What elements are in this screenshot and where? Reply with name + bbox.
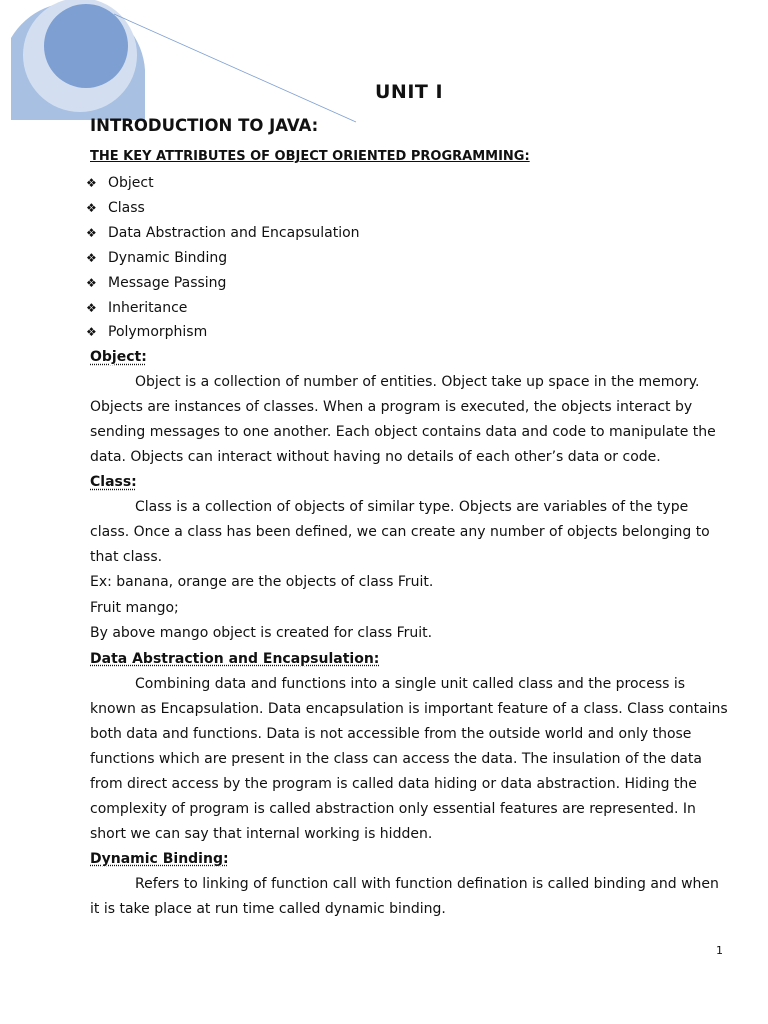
list-item-label: Object: [108, 175, 154, 191]
list-item: [86, 221, 730, 246]
diamond-bullet-icon: ❖: [86, 176, 97, 190]
diamond-bullet-icon: ❖: [86, 225, 97, 240]
decoration-diagonal-line: [114, 14, 356, 122]
list-item: [86, 246, 730, 271]
class-paragraph: Class is a collection of objects of similar type. Objects are variables of the type class. Once a class has been defined, we can create any number of objects belonging to that class.: [90, 499, 710, 566]
list-item-label: Dynamic Binding: [108, 249, 228, 266]
list-item: [86, 196, 730, 221]
dynamic-binding-heading: Dynamic Binding:: [90, 850, 229, 867]
list-item-label: Polymorphism: [108, 324, 208, 341]
attribute-list: [86, 171, 730, 345]
list-item-label: Inheritance: [108, 299, 188, 316]
unit-title: UNIT I: [375, 81, 444, 103]
list-item: [86, 296, 730, 321]
page-number: 1: [716, 944, 723, 957]
list-item: [86, 320, 730, 345]
main-heading: INTRODUCTION TO JAVA:: [90, 116, 319, 135]
diamond-bullet-icon: ❖: [86, 200, 97, 215]
list-item-label: Class: [108, 199, 145, 216]
list-item-label: Data Abstraction and Encapsulation: [108, 224, 360, 241]
class-example-line: By above mango object is created for class Fruit.: [90, 625, 433, 642]
diamond-bullet-icon: ❖: [86, 250, 97, 265]
corner-decoration: [0, 0, 360, 130]
abstraction-paragraph: Combining data and functions into a single unit called class and the process is known as Encapsulation. Data encapsulation is important feature of a class. Class contains both data and functions. Data is not accessible from the outside world and only those functions which are present in the class can access the data. The insulation of the data from direct access by the program is called data hiding or data abstraction. Hiding the complexity of program is called abstraction only essential features are represented. In short we can say that internal working is hidden.: [90, 675, 728, 842]
object-paragraph: Object is a collection of number of entities. Object take up space in the memory. Objects are instances of classes. When a program is executed, the objects interact by sending messages to one another. Each object contains data and code to manipulate the data. Objects can interact without having no details of each other’s data or code.: [90, 374, 716, 466]
class-example-line: Fruit mango;: [90, 599, 179, 616]
list-item: [86, 271, 730, 296]
object-heading: Object:: [90, 349, 147, 366]
list-item-label: Message Passing: [108, 274, 227, 291]
decoration-inner-circle: [44, 4, 128, 88]
diamond-bullet-icon: ❖: [86, 275, 97, 290]
class-heading: Class:: [90, 474, 137, 491]
abstraction-heading: Data Abstraction and Encapsulation:: [90, 650, 380, 667]
diamond-bullet-icon: ❖: [86, 325, 97, 340]
key-attributes-heading: THE KEY ATTRIBUTES OF OBJECT ORIENTED PROGRAMMING:: [90, 149, 530, 164]
dynamic-binding-paragraph: Refers to linking of function call with function defination is called binding and when it is take place at run time called dynamic binding.: [90, 875, 719, 917]
list-item: [86, 171, 730, 196]
class-example-line: Ex: banana, orange are the objects of class Fruit.: [90, 574, 434, 591]
document-body: [86, 115, 730, 922]
diamond-bullet-icon: ❖: [86, 300, 97, 315]
